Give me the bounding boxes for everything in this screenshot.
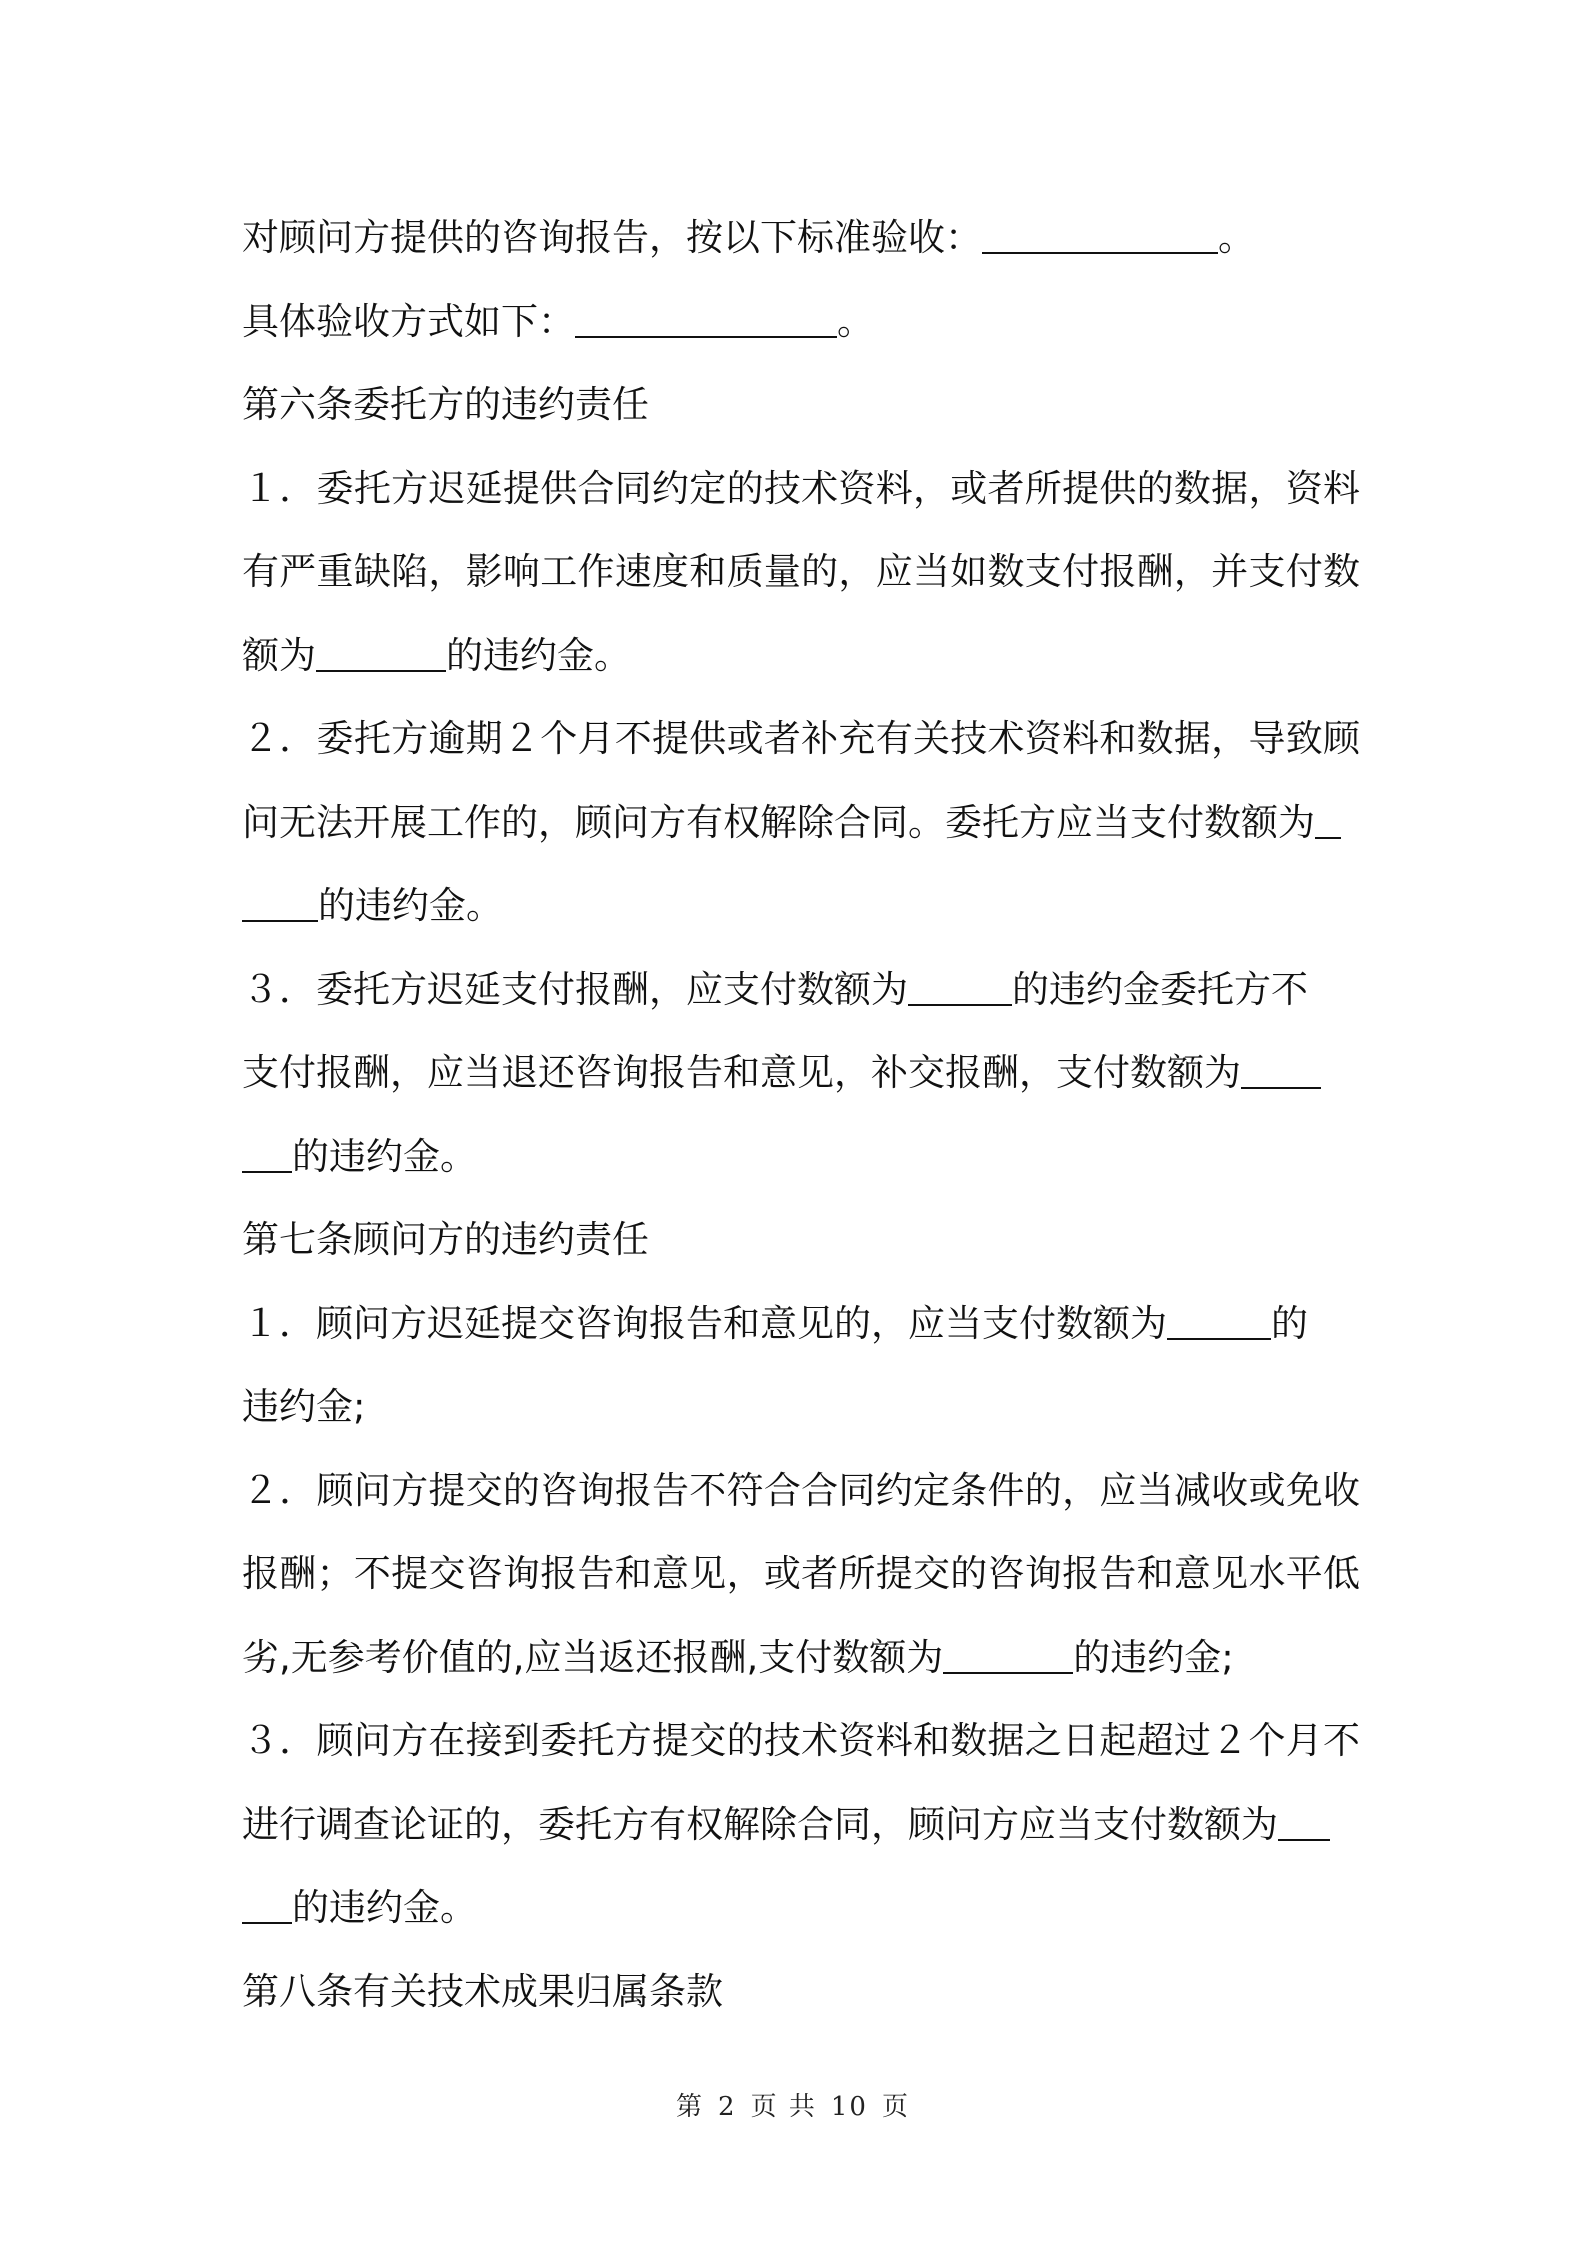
- line-text: 的违约金。: [292, 1886, 477, 1929]
- footer-prefix: 第: [676, 2092, 705, 2122]
- acceptance-method-line: [242, 280, 1360, 364]
- blank-field: [1315, 798, 1341, 839]
- clause-7-2-line-2: 报酬；不提交咨询报告和意见，或者所提交的咨询报告和意见水平低: [242, 1552, 1360, 1595]
- blank-field: [943, 1633, 1073, 1674]
- line-text: １．顾问方迟延提交咨询报告和意见的，应当支付数额为: [242, 1301, 1167, 1345]
- line-text: 的违约金。: [446, 633, 631, 677]
- clause-6-3-line-1: [242, 948, 1360, 1032]
- line-text: 额为: [242, 633, 316, 677]
- line-text: 进行调查论证的，委托方有权解除合同，顾问方应当支付数额为: [242, 1802, 1278, 1846]
- line-text: 的违约金。: [318, 884, 503, 927]
- line-text: 具体验收方式如下：: [242, 299, 575, 343]
- line-text: 劣,无参考价值的,应当返还报酬,支付数额为: [242, 1635, 944, 1679]
- document-body: [242, 196, 1360, 2033]
- blank-field: [242, 1883, 292, 1924]
- blank-field: [242, 1132, 292, 1173]
- clause-7-2-line-1: ２．顾问方提交的咨询报告不符合合同约定条件的，应当减收或免收: [242, 1468, 1360, 1512]
- line-text: ３．委托方迟延支付报酬，应支付数额为: [242, 967, 908, 1011]
- line-text: 对顾问方提供的咨询报告，按以下标准验收：: [242, 216, 982, 259]
- clause-7-3-line-2: [242, 1783, 1360, 1867]
- clause-6-3-line-3: [242, 1115, 1360, 1199]
- blank-field: [242, 881, 318, 922]
- article-8-heading: 第八条有关技术成果归属条款: [242, 1969, 723, 2013]
- clause-7-1-line-2: 违约金;: [242, 1385, 366, 1428]
- footer-suffix: 页: [881, 2092, 910, 2122]
- blank-field: [575, 297, 837, 338]
- clause-7-3-line-1: ３．顾问方在接到委托方提交的技术资料和数据之日起超过２个月不: [242, 1719, 1360, 1762]
- line-text: 。: [1218, 216, 1255, 259]
- clause-7-2-line-3: [242, 1616, 1360, 1700]
- clause-6-2-line-1: ２．委托方逾期２个月不提供或者补充有关技术资料和数据，导致顾: [242, 717, 1360, 760]
- article-7-heading: 第七条顾问方的违约责任: [242, 1218, 649, 1261]
- blank-field: [1241, 1048, 1321, 1089]
- clause-7-1-line-1: [242, 1282, 1360, 1366]
- blank-field: [982, 213, 1218, 254]
- clause-6-1-line-1: １．委托方迟延提供合同约定的技术资料，或者所提供的数据，资料: [242, 466, 1360, 510]
- clause-6-2-line-2: [242, 781, 1360, 865]
- acceptance-standard-line: [242, 196, 1360, 280]
- clause-7-3-line-3: [242, 1866, 1360, 1950]
- blank-field: [1278, 1800, 1330, 1841]
- page-footer: [0, 2086, 1586, 2123]
- article-6-heading: 第六条委托方的违约责任: [242, 383, 649, 426]
- clause-6-2-line-3: [242, 864, 1360, 948]
- footer-middle: 页 共: [750, 2092, 817, 2122]
- blank-field: [316, 631, 446, 672]
- blank-field: [1167, 1299, 1271, 1340]
- line-text: 的: [1271, 1301, 1308, 1345]
- current-page-number: 2: [718, 2092, 737, 2122]
- line-text: 支付报酬，应当退还咨询报告和意见，补交报酬，支付数额为: [242, 1051, 1241, 1094]
- line-text: 的违约金委托方不: [1012, 967, 1308, 1011]
- line-text: 问无法开展工作的，顾问方有权解除合同。委托方应当支付数额为: [242, 800, 1315, 844]
- total-page-count: 10: [830, 2092, 868, 2122]
- clause-6-3-line-2: [242, 1031, 1360, 1115]
- line-text: 的违约金;: [1073, 1635, 1234, 1679]
- blank-field: [908, 965, 1012, 1006]
- clause-6-1-line-2: 有严重缺陷，影响工作速度和质量的，应当如数支付报酬，并支付数: [242, 550, 1360, 593]
- line-text: 的违约金。: [292, 1134, 477, 1178]
- line-text: 。: [837, 299, 874, 343]
- clause-6-1-line-3: [242, 614, 1360, 698]
